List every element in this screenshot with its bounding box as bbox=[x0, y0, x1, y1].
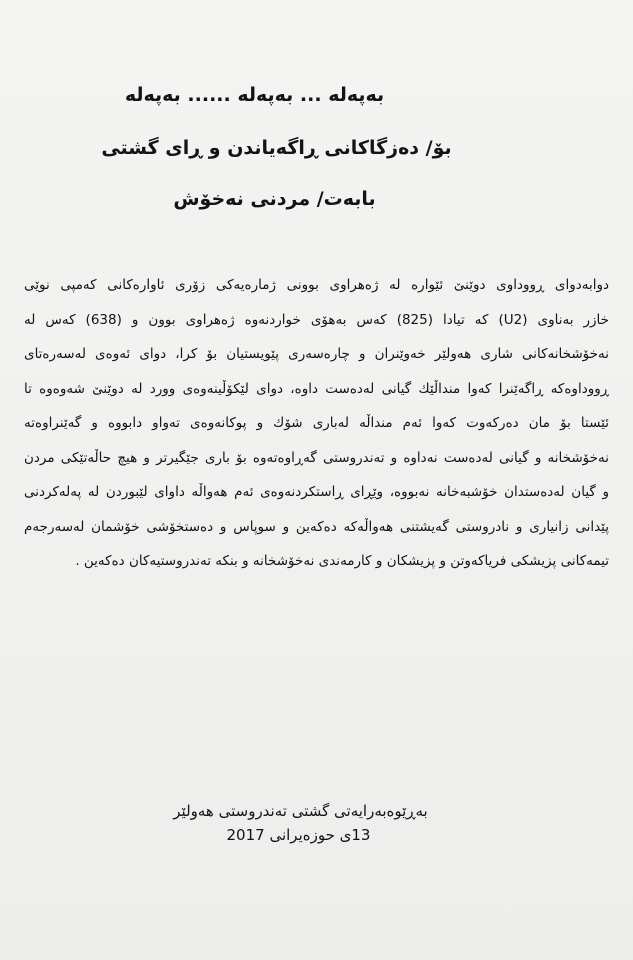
body-line: و گیان لەدەستدان خۆشبەخانە نەبووە، وێڕای ڕاستکردنەوەی ئەم هەواڵە داوای لێبوردن لە پەلەکردنی bbox=[24, 484, 609, 500]
body-line: پێدانی زانیاری و نادروستی گەیشتنی هەواڵەکە دەکەین و سوپاس و دەستخۆشی خۆشمان لەسەرجەم bbox=[24, 518, 609, 535]
body-line: دوابەدوای ڕووداوی دوێنێ ئێوارە لە ژەهراوی بوونی ژمارەیەکی زۆری ئاوارەکانی کەمپی نوێی bbox=[24, 277, 609, 293]
body-line: ڕووداوەکە ڕاگەێنرا کەوا منداڵێك گیانی لەدەست داوە، دوای لێکۆڵینەوەی وورد لە دوێنێ شەوەوە تا bbox=[24, 380, 609, 397]
recipient-heading: بۆ/ دەزگاکانی ڕاگەیاندن و ڕای گشتی bbox=[101, 137, 452, 159]
body-line: نەخۆشخانەکانی شاری هەولێر خەوێنران و چارەسەری پێویستیان بۆ کرا، دوای ئەوەی لەسەرەتای bbox=[24, 346, 609, 362]
body-line: نەخۆشخانە و گیانی لەدەست نەداوە و تەندروستی گەڕاوەتەوە بۆ باری جێگیرتر و هیچ حاڵەتێکی مردن bbox=[24, 449, 609, 466]
statement-body bbox=[24, 268, 609, 579]
body-line: ئێستا بۆ مان دەرکەوت کەوا ئەم منداڵە لەباری شۆك و پوکانەوەی تەواو دابووە و گەێنراوەتە bbox=[24, 415, 609, 431]
issue-date: 13ی حوزەیرانی 2017 bbox=[226, 826, 371, 844]
subject-heading: بابەت/ مردنی نەخۆش bbox=[173, 188, 376, 210]
urgent-heading: بەپەلە ... بەپەلە ...... بەپەلە bbox=[124, 84, 385, 106]
body-line: تیمەکانی پزیشکی فریاکەوتن و پزیشکان و کارمەندی نەخۆشخانە و بنکە تەندروستیەکان دەکەین . bbox=[75, 553, 609, 569]
issuer-name: بەڕێوەبەرایەتی گشتی تەندروستی هەولێر bbox=[173, 802, 428, 820]
body-line: خازر بەناوی (U2) کە تیادا (825) کەس بەهۆی خواردنەوە ژەهراوی بوون و (638) کەس لە bbox=[24, 311, 609, 328]
